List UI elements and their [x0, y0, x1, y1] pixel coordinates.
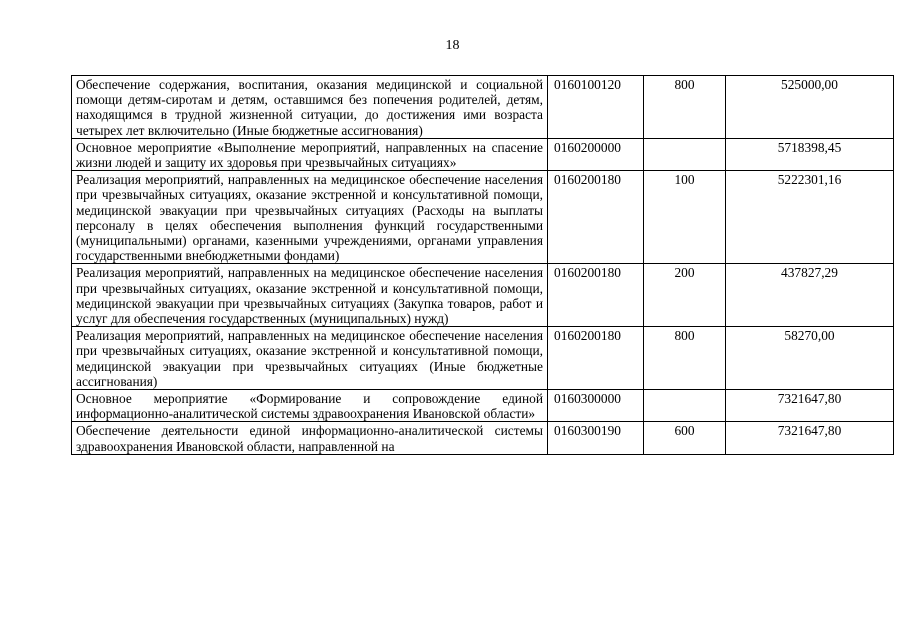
row-code-cell: 0160100120 [548, 76, 644, 139]
row-kind-cell: 800 [644, 76, 726, 139]
row-code-cell: 0160200000 [548, 138, 644, 170]
table-row [72, 422, 894, 454]
table-row [72, 171, 894, 264]
row-kind-cell [644, 138, 726, 170]
row-amount-cell: 5718398,45 [726, 138, 894, 170]
row-amount-cell: 7321647,80 [726, 390, 894, 422]
table-row [72, 264, 894, 327]
row-kind-cell: 800 [644, 327, 726, 390]
row-amount-cell: 7321647,80 [726, 422, 894, 454]
row-name-cell: Реализация мероприятий, направленных на медицинское обеспечение населения при чрезвычайных ситуациях, оказание экстренной и консультативной помощи, медицинской эвакуации при чрезвычайных ситуациях (Расходы на выплаты персоналу в целях обеспечения выполнения функций государственными (муниципальными) органами, казенными учреждениями, органами управления государственными внебюджетными фондами) [72, 171, 548, 264]
table-row [72, 390, 894, 422]
row-kind-cell: 100 [644, 171, 726, 264]
row-name-cell: Основное мероприятие «Формирование и сопровождение единой информационно-аналитической системы здравоохранения Ивановской области» [72, 390, 548, 422]
table-row [72, 76, 894, 139]
table-row [72, 138, 894, 170]
row-amount-cell: 525000,00 [726, 76, 894, 139]
row-code-cell: 0160200180 [548, 171, 644, 264]
row-name-cell: Реализация мероприятий, направленных на медицинское обеспечение населения при чрезвычайных ситуациях, оказание экстренной и консультативной помощи, медицинской эвакуации при чрезвычайных ситуациях (Закупка товаров, работ и услуг для обеспечения государственных (муниципальных) нужд) [72, 264, 548, 327]
budget-table [71, 75, 894, 455]
row-code-cell: 0160200180 [548, 264, 644, 327]
row-amount-cell: 58270,00 [726, 327, 894, 390]
row-amount-cell: 5222301,16 [726, 171, 894, 264]
row-kind-cell [644, 390, 726, 422]
row-code-cell: 0160300190 [548, 422, 644, 454]
row-name-cell: Обеспечение содержания, воспитания, оказания медицинской и социальной помощи детям-сиротам и детям, оставшимся без попечения родителей, детям, находящимся в трудной жизненной ситуации, до достижения ими возраста четырех лет включительно (Иные бюджетные ассигнования) [72, 76, 548, 139]
row-name-cell: Реализация мероприятий, направленных на медицинское обеспечение населения при чрезвычайных ситуациях, оказание экстренной и консультативной помощи, медицинской эвакуации при чрезвычайных ситуациях (Иные бюджетные ассигнования) [72, 327, 548, 390]
table-row [72, 327, 894, 390]
row-amount-cell: 437827,29 [726, 264, 894, 327]
row-kind-cell: 600 [644, 422, 726, 454]
row-name-cell: Обеспечение деятельности единой информационно-аналитической системы здравоохранения Ивановской области, направленной на [72, 422, 548, 454]
row-code-cell: 0160200180 [548, 327, 644, 390]
row-kind-cell: 200 [644, 264, 726, 327]
row-name-cell: Основное мероприятие «Выполнение мероприятий, направленных на спасение жизни людей и защиту их здоровья при чрезвычайных ситуациях» [72, 138, 548, 170]
page-number: 18 [445, 38, 460, 53]
row-code-cell: 0160300000 [548, 390, 644, 422]
